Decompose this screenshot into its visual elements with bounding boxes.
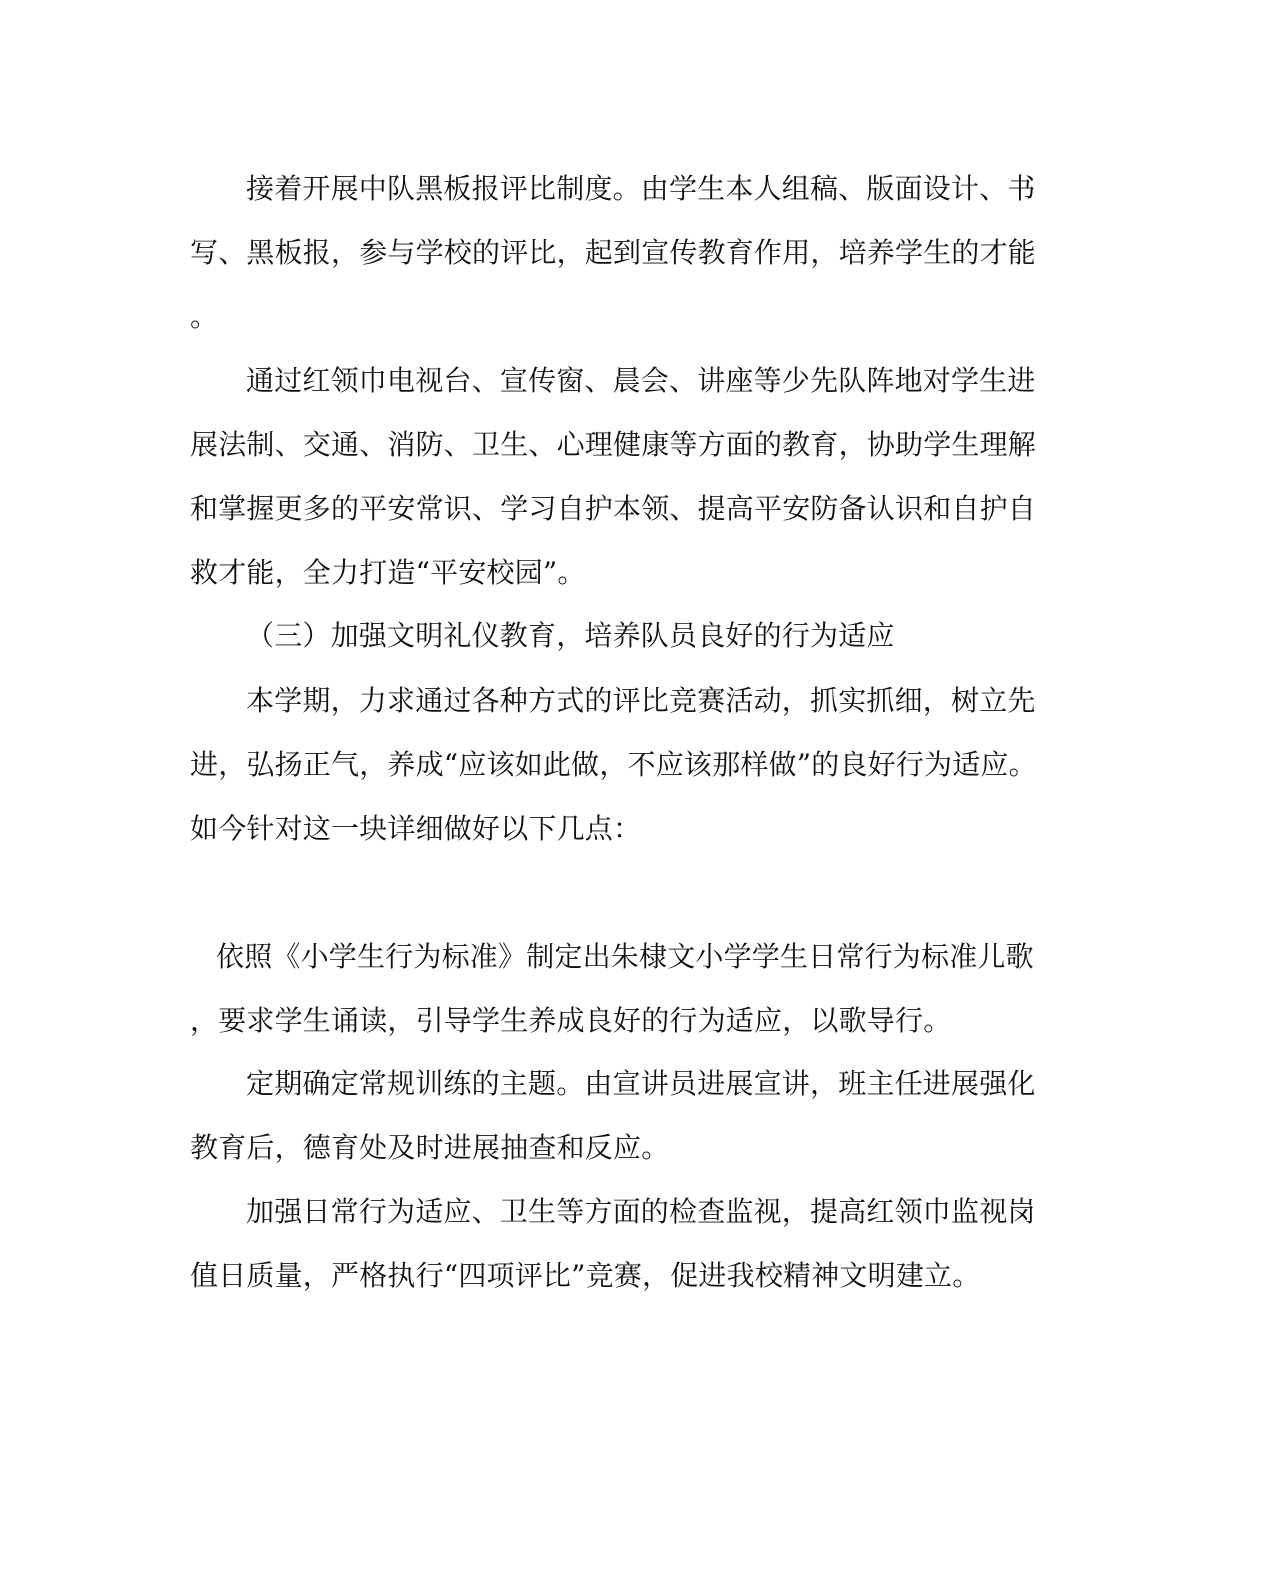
paragraph-blackboard-line-3: 。 [190,300,219,333]
paragraph-training-line-2: 教育后，德育处及时进展抽查和反应。 [190,1131,670,1164]
paragraph-safety-line-1: 通过红领巾电视台、宣传窗、晨会、讲座等少先队阵地对学生进 [246,364,1036,397]
paragraph-semester-line-3: 如今针对这一块详细做好以下几点： [190,812,642,845]
paragraph-song-line-1: 依照《小学生行为标准》制定出朱棣文小学学生日常行为标准儿歌 [216,940,1034,973]
paragraph-blackboard-line-2: 写、黑板报，参与学校的评比，起到宣传教育作用，培养学生的才能 [190,236,1037,269]
paragraph-safety-line-3: 和掌握更多的平安常识、学习自护本领、提高平安防备认识和自护自 [190,492,1037,525]
paragraph-safety-line-2: 展法制、交通、消防、卫生、心理健康等方面的教育，协助学生理解 [190,428,1037,461]
paragraph-semester-line-2: 进，弘扬正气，养成“应该如此做，不应该那样做”的良好行为适应。 [190,748,1037,781]
paragraph-semester-line-1: 本学期，力求通过各种方式的评比竞赛活动，抓实抓细，树立先 [246,684,1036,717]
paragraph-inspection-line-2: 值日质量，严格执行“四项评比”竞赛，促进我校精神文明建立。 [190,1259,981,1292]
paragraph-song-line-2: ，要求学生诵读，引导学生养成良好的行为适应，以歌导行。 [190,1004,952,1037]
paragraph-training-line-1: 定期确定常规训练的主题。由宣讲员进展宣讲，班主任进展强化 [246,1067,1036,1100]
paragraph-safety-line-4: 救才能，全力打造“平安校园”。 [190,556,586,589]
paragraph-blackboard-line-1: 接着开展中队黑板报评比制度。由学生本人组稿、版面设计、书 [246,172,1036,205]
section-heading: （三）加强文明礼仪教育，培养队员良好的行为适应 [246,619,895,652]
paragraph-inspection-line-1: 加强日常行为适应、卫生等方面的检查监视，提高红领巾监视岗 [246,1195,1036,1228]
